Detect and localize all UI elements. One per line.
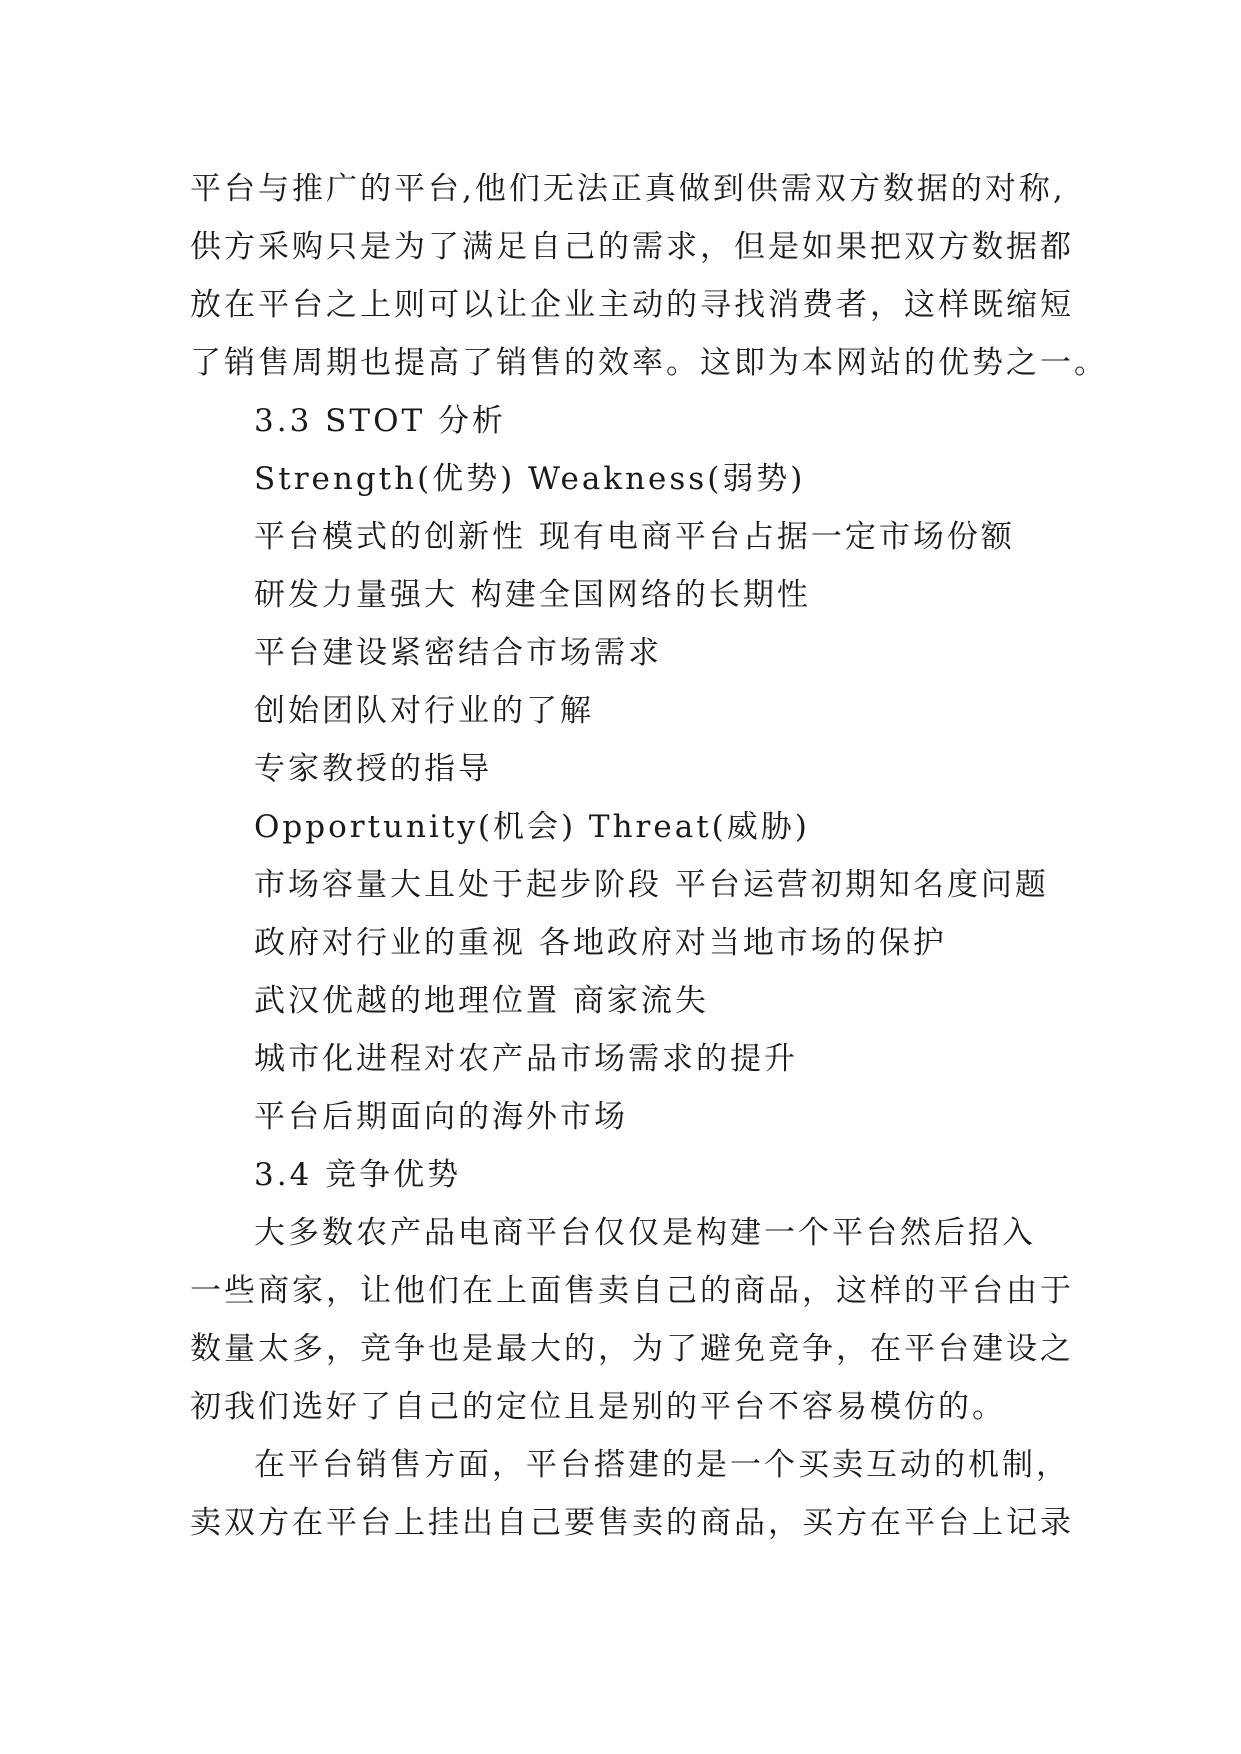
- swot-item: 平台建设紧密结合市场需求: [254, 635, 662, 671]
- text-line: 平台与推广的平台,他们无法正真做到供需双方数据的对称,: [190, 171, 1066, 207]
- swot-item: 专家教授的指导: [254, 751, 492, 787]
- text-line: 在平台销售方面，平台搭建的是一个买卖互动的机制，: [254, 1447, 1070, 1483]
- text-line: 了销售周期也提高了销售的效率。这即为本网站的优势之一。: [190, 345, 1108, 381]
- text-line: 卖双方在平台上挂出自己要售卖的商品，买方在平台上记录: [190, 1505, 1074, 1541]
- swot-header-opportunity-threat: Opportunity(机会) Threat(威胁): [254, 809, 810, 845]
- section-heading-3-4: 3.4 竞争优势: [254, 1157, 462, 1193]
- text-line: 供方采购只是为了满足自己的需求，但是如果把双方数据都: [190, 229, 1074, 265]
- text-line: 放在平台之上则可以让企业主动的寻找消费者，这样既缩短: [190, 287, 1074, 323]
- text-line: 一些商家，让他们在上面售卖自己的商品，这样的平台由于: [190, 1273, 1074, 1309]
- text-line: 大多数农产品电商平台仅仅是构建一个平台然后招入: [254, 1215, 1036, 1251]
- swot-item: 市场容量大且处于起步阶段 平台运营初期知名度问题: [254, 867, 1049, 903]
- text-line: 初我们选好了自己的定位且是别的平台不容易模仿的。: [190, 1389, 1006, 1425]
- swot-item: 研发力量强大 构建全国网络的长期性: [254, 577, 811, 613]
- section-heading-3-3: 3.3 STOT 分析: [254, 403, 507, 439]
- swot-item: 创始团队对行业的了解: [254, 693, 594, 729]
- document-body: [190, 160, 1108, 1552]
- swot-item: 平台后期面向的海外市场: [254, 1099, 628, 1135]
- text-line: 数量太多，竞争也是最大的，为了避免竞争，在平台建设之: [190, 1331, 1074, 1367]
- swot-item: 政府对行业的重视 各地政府对当地市场的保护: [254, 925, 947, 961]
- swot-item: 城市化进程对农产品市场需求的提升: [254, 1041, 798, 1077]
- swot-item: 武汉优越的地理位置 商家流失: [254, 983, 709, 1019]
- swot-item: 平台模式的创新性 现有电商平台占据一定市场份额: [254, 519, 1015, 555]
- swot-header-strength-weakness: Strength(优势) Weakness(弱势): [254, 461, 806, 497]
